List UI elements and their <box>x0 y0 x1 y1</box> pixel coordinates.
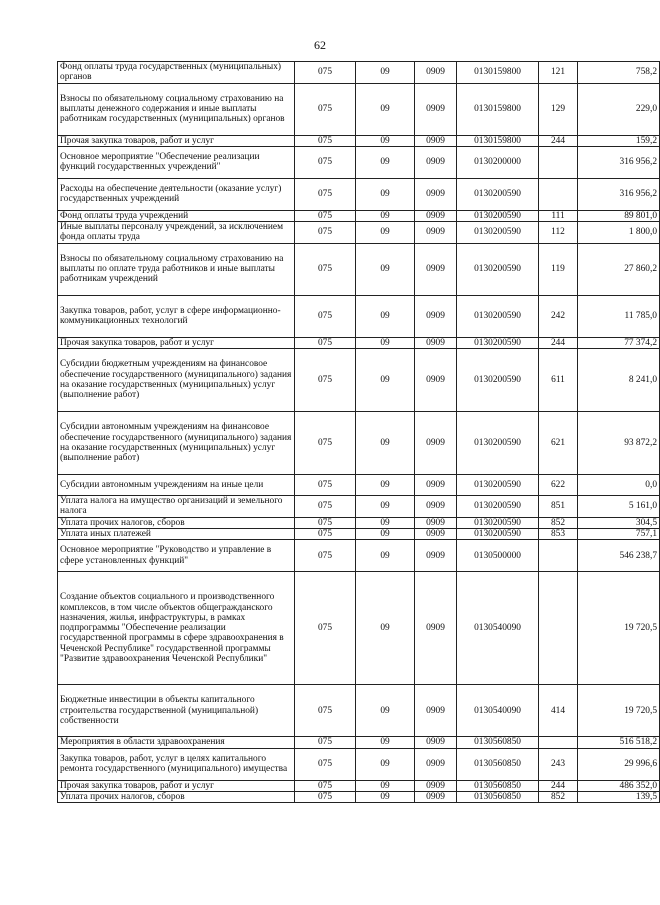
row-ministry-code: 075 <box>295 748 356 780</box>
row-ministry-code: 075 <box>295 295 356 337</box>
budget-table-body <box>58 62 660 803</box>
table-row <box>58 412 660 475</box>
row-expense-type-code: 621 <box>539 412 578 475</box>
budget-table <box>57 61 660 803</box>
row-section-code: 09 <box>356 528 415 539</box>
row-section-code: 09 <box>356 337 415 348</box>
row-amount: 77 374,2 <box>578 337 660 348</box>
row-subsection-code: 0909 <box>415 517 457 528</box>
table-row <box>58 295 660 337</box>
row-name: Основное мероприятие "Обеспечение реализации функций государственных учреждений" <box>58 146 295 178</box>
row-ministry-code: 075 <box>295 135 356 146</box>
row-subsection-code: 0909 <box>415 780 457 791</box>
table-row <box>58 210 660 221</box>
row-section-code: 09 <box>356 780 415 791</box>
row-section-code: 09 <box>356 295 415 337</box>
row-section-code: 09 <box>356 737 415 748</box>
row-expense-type-code: 853 <box>539 528 578 539</box>
row-ministry-code: 075 <box>295 62 356 84</box>
row-target-code: 0130159800 <box>457 62 539 84</box>
row-expense-type-code: 851 <box>539 496 578 518</box>
table-row <box>58 178 660 210</box>
row-expense-type-code: 119 <box>539 243 578 295</box>
row-name: Субсидии бюджетным учреждениям на финансовое обеспечение государственного (муниципального) задания на оказание государственных (муниципальных) услуг (выполнение работ) <box>58 349 295 412</box>
row-name: Закупка товаров, работ, услуг в сфере информационно-коммуникационных технологий <box>58 295 295 337</box>
row-target-code: 0130540090 <box>457 685 539 737</box>
row-name: Фонд оплаты труда государственных (муниципальных) органов <box>58 62 295 84</box>
row-subsection-code: 0909 <box>415 540 457 572</box>
row-amount: 89 801,0 <box>578 210 660 221</box>
row-target-code: 0130200590 <box>457 178 539 210</box>
row-expense-type-code <box>539 737 578 748</box>
row-section-code: 09 <box>356 496 415 518</box>
table-row <box>58 737 660 748</box>
row-amount: 546 238,7 <box>578 540 660 572</box>
row-name: Уплата иных платежей <box>58 528 295 539</box>
row-subsection-code: 0909 <box>415 135 457 146</box>
row-ministry-code: 075 <box>295 737 356 748</box>
table-row <box>58 222 660 244</box>
row-section-code: 09 <box>356 572 415 685</box>
row-amount: 93 872,2 <box>578 412 660 475</box>
row-ministry-code: 075 <box>295 83 356 135</box>
row-subsection-code: 0909 <box>415 210 457 221</box>
row-section-code: 09 <box>356 62 415 84</box>
row-target-code: 0130200590 <box>457 222 539 244</box>
row-name: Закупка товаров, работ, услуг в целях капитального ремонта государственного (муниципального) имущества <box>58 748 295 780</box>
row-subsection-code: 0909 <box>415 349 457 412</box>
row-section-code: 09 <box>356 412 415 475</box>
row-expense-type-code: 622 <box>539 475 578 496</box>
row-ministry-code: 075 <box>295 178 356 210</box>
row-target-code: 0130540090 <box>457 572 539 685</box>
row-amount: 516 518,2 <box>578 737 660 748</box>
row-target-code: 0130200000 <box>457 146 539 178</box>
row-ministry-code: 075 <box>295 685 356 737</box>
row-amount: 758,2 <box>578 62 660 84</box>
row-target-code: 0130200590 <box>457 475 539 496</box>
row-subsection-code: 0909 <box>415 222 457 244</box>
row-subsection-code: 0909 <box>415 83 457 135</box>
row-expense-type-code: 112 <box>539 222 578 244</box>
row-target-code: 0130200590 <box>457 349 539 412</box>
row-amount: 757,1 <box>578 528 660 539</box>
row-target-code: 0130200590 <box>457 412 539 475</box>
row-subsection-code: 0909 <box>415 178 457 210</box>
row-ministry-code: 075 <box>295 222 356 244</box>
row-subsection-code: 0909 <box>415 337 457 348</box>
row-target-code: 0130200590 <box>457 337 539 348</box>
row-target-code: 0130560850 <box>457 748 539 780</box>
row-section-code: 09 <box>356 243 415 295</box>
row-amount: 304,5 <box>578 517 660 528</box>
table-row <box>58 791 660 802</box>
row-expense-type-code: 611 <box>539 349 578 412</box>
table-row <box>58 496 660 518</box>
row-amount: 19 720,5 <box>578 572 660 685</box>
row-expense-type-code <box>539 572 578 685</box>
row-subsection-code: 0909 <box>415 737 457 748</box>
table-row <box>58 685 660 737</box>
row-name: Субсидии автономным учреждениям на финансовое обеспечение государственного (муниципального) задания на оказание государственных (муниципальных) услуг (выполнение работ) <box>58 412 295 475</box>
row-target-code: 0130560850 <box>457 791 539 802</box>
row-target-code: 0130159800 <box>457 83 539 135</box>
row-ministry-code: 075 <box>295 412 356 475</box>
row-target-code: 0130200590 <box>457 210 539 221</box>
row-subsection-code: 0909 <box>415 146 457 178</box>
row-ministry-code: 075 <box>295 540 356 572</box>
row-target-code: 0130200590 <box>457 243 539 295</box>
row-amount: 8 241,0 <box>578 349 660 412</box>
row-subsection-code: 0909 <box>415 412 457 475</box>
row-section-code: 09 <box>356 146 415 178</box>
row-amount: 1 800,0 <box>578 222 660 244</box>
row-name: Бюджетные инвестиции в объекты капитального строительства государственной (муниципальной) собственности <box>58 685 295 737</box>
row-name: Уплата налога на имущество организаций и земельного налога <box>58 496 295 518</box>
row-expense-type-code: 242 <box>539 295 578 337</box>
row-subsection-code: 0909 <box>415 295 457 337</box>
row-name: Субсидии автономным учреждениям на иные цели <box>58 475 295 496</box>
row-expense-type-code: 244 <box>539 135 578 146</box>
row-ministry-code: 075 <box>295 780 356 791</box>
row-target-code: 0130500000 <box>457 540 539 572</box>
row-ministry-code: 075 <box>295 349 356 412</box>
row-amount: 11 785,0 <box>578 295 660 337</box>
row-expense-type-code <box>539 178 578 210</box>
row-expense-type-code: 121 <box>539 62 578 84</box>
row-expense-type-code: 243 <box>539 748 578 780</box>
row-section-code: 09 <box>356 178 415 210</box>
row-name: Уплата прочих налогов, сборов <box>58 791 295 802</box>
row-expense-type-code: 244 <box>539 337 578 348</box>
row-amount: 29 996,6 <box>578 748 660 780</box>
table-row <box>58 146 660 178</box>
table-row <box>58 135 660 146</box>
row-ministry-code: 075 <box>295 243 356 295</box>
row-subsection-code: 0909 <box>415 791 457 802</box>
row-name: Прочая закупка товаров, работ и услуг <box>58 337 295 348</box>
row-subsection-code: 0909 <box>415 748 457 780</box>
table-row <box>58 748 660 780</box>
row-name: Фонд оплаты труда учреждений <box>58 210 295 221</box>
table-row <box>58 349 660 412</box>
row-name: Взносы по обязательному социальному страхованию на выплаты денежного содержания и иные выплаты работникам государственных (муниципальных) органов <box>58 83 295 135</box>
row-expense-type-code: 111 <box>539 210 578 221</box>
row-section-code: 09 <box>356 349 415 412</box>
row-amount: 27 860,2 <box>578 243 660 295</box>
row-ministry-code: 075 <box>295 337 356 348</box>
row-name: Расходы на обеспечение деятельности (оказание услуг) государственных учреждений <box>58 178 295 210</box>
table-row <box>58 572 660 685</box>
table-row <box>58 540 660 572</box>
row-ministry-code: 075 <box>295 528 356 539</box>
row-amount: 5 161,0 <box>578 496 660 518</box>
row-ministry-code: 075 <box>295 517 356 528</box>
row-subsection-code: 0909 <box>415 572 457 685</box>
row-name: Основное мероприятие "Руководство и управление в сфере установленных функций" <box>58 540 295 572</box>
row-expense-type-code: 852 <box>539 791 578 802</box>
row-ministry-code: 075 <box>295 475 356 496</box>
row-ministry-code: 075 <box>295 146 356 178</box>
row-target-code: 0130200590 <box>457 295 539 337</box>
row-subsection-code: 0909 <box>415 685 457 737</box>
row-expense-type-code <box>539 540 578 572</box>
row-target-code: 0130159800 <box>457 135 539 146</box>
row-amount: 229,0 <box>578 83 660 135</box>
row-expense-type-code: 852 <box>539 517 578 528</box>
row-expense-type-code: 244 <box>539 780 578 791</box>
row-section-code: 09 <box>356 517 415 528</box>
row-expense-type-code <box>539 146 578 178</box>
row-target-code: 0130200590 <box>457 496 539 518</box>
row-section-code: 09 <box>356 83 415 135</box>
row-section-code: 09 <box>356 135 415 146</box>
row-section-code: 09 <box>356 685 415 737</box>
row-subsection-code: 0909 <box>415 475 457 496</box>
row-amount: 159,2 <box>578 135 660 146</box>
row-ministry-code: 075 <box>295 496 356 518</box>
table-row <box>58 517 660 528</box>
row-subsection-code: 0909 <box>415 496 457 518</box>
row-ministry-code: 075 <box>295 791 356 802</box>
row-name: Мероприятия в области здравоохранения <box>58 737 295 748</box>
row-name: Иные выплаты персоналу учреждений, за исключением фонда оплаты труда <box>58 222 295 244</box>
row-section-code: 09 <box>356 475 415 496</box>
row-target-code: 0130200590 <box>457 528 539 539</box>
row-section-code: 09 <box>356 540 415 572</box>
row-subsection-code: 0909 <box>415 243 457 295</box>
row-target-code: 0130200590 <box>457 517 539 528</box>
row-amount: 0,0 <box>578 475 660 496</box>
row-section-code: 09 <box>356 791 415 802</box>
page-number: 62 <box>314 38 326 52</box>
row-subsection-code: 0909 <box>415 62 457 84</box>
row-ministry-code: 075 <box>295 572 356 685</box>
table-row <box>58 83 660 135</box>
row-amount: 139,5 <box>578 791 660 802</box>
table-row <box>58 243 660 295</box>
row-amount: 19 720,5 <box>578 685 660 737</box>
row-section-code: 09 <box>356 748 415 780</box>
row-amount: 316 956,2 <box>578 178 660 210</box>
row-target-code: 0130560850 <box>457 780 539 791</box>
row-amount: 486 352,0 <box>578 780 660 791</box>
row-name: Прочая закупка товаров, работ и услуг <box>58 780 295 791</box>
row-name: Создание объектов социального и производственного комплексов, в том числе объектов общегражданского назначения, жилья, инфраструктуры, в рамках подпрограммы "Обеспечение реализации государственной программы в сфере здравоохранения в Чеченской Республике" государственной программы "Развитие здравоохранения Чеченской Республики" <box>58 572 295 685</box>
table-row <box>58 337 660 348</box>
row-expense-type-code: 129 <box>539 83 578 135</box>
row-subsection-code: 0909 <box>415 528 457 539</box>
row-name: Прочая закупка товаров, работ и услуг <box>58 135 295 146</box>
row-section-code: 09 <box>356 222 415 244</box>
table-row <box>58 780 660 791</box>
row-name: Взносы по обязательному социальному страхованию на выплаты по оплате труда работников и иные выплаты работникам учреждений <box>58 243 295 295</box>
row-section-code: 09 <box>356 210 415 221</box>
row-amount: 316 956,2 <box>578 146 660 178</box>
table-row <box>58 62 660 84</box>
row-expense-type-code: 414 <box>539 685 578 737</box>
row-name: Уплата прочих налогов, сборов <box>58 517 295 528</box>
table-row <box>58 475 660 496</box>
row-target-code: 0130560850 <box>457 737 539 748</box>
table-row <box>58 528 660 539</box>
row-ministry-code: 075 <box>295 210 356 221</box>
